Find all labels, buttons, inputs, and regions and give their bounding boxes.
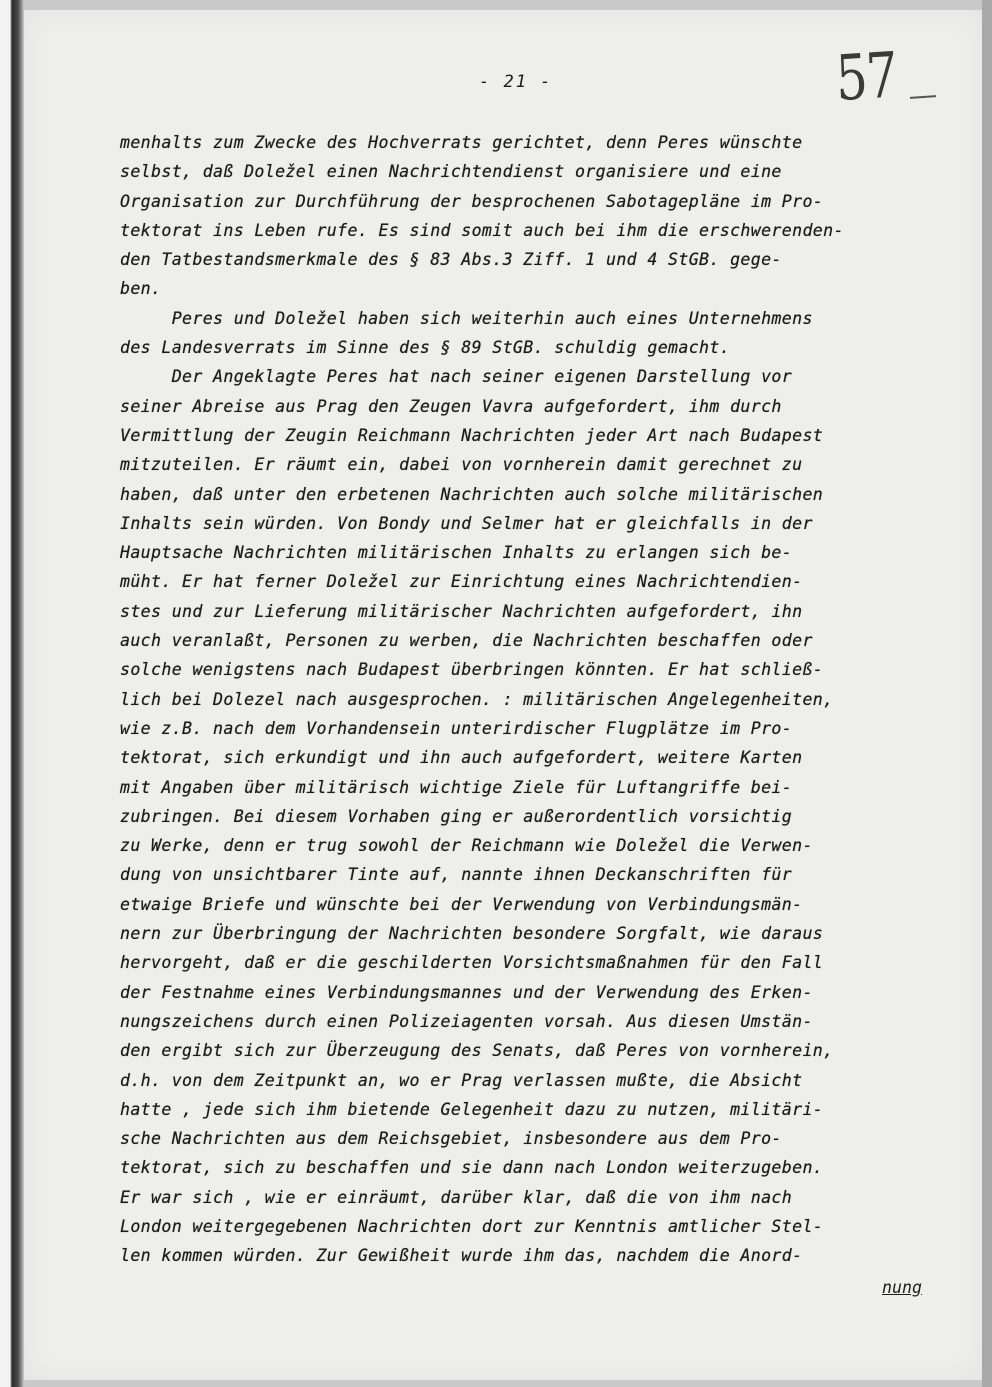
text-line: nern zur Überbringung der Nachrichten besondere Sorgfalt, wie daraus <box>120 924 824 944</box>
text-line: sche Nachrichten aus dem Reichsgebiet, insbesondere aus dem Pro- <box>120 1129 782 1149</box>
text-line: des Landesverrats im Sinne des § 89 StGB. schuldig gemacht. <box>120 338 731 358</box>
text-line: stes und zur Lieferung militärischer Nachrichten aufgefordert, ihn <box>120 601 803 621</box>
text-line: den ergibt sich zur Überzeugung des Senats, daß Peres von vornherein, <box>120 1041 834 1061</box>
text-line: tektorat ins Leben rufe. Es sind somit auch bei ihm die erschwerenden- <box>120 220 844 240</box>
document-page <box>24 10 982 1380</box>
text-line: zu Werke, denn er trug sowohl der Reichmann wie Doležel die Verwen- <box>120 836 813 856</box>
text-line: den Tatbestandsmerkmale des § 83 Abs.3 Ziff. 1 und 4 StGB. gege- <box>120 250 782 270</box>
body-text <box>120 128 960 1271</box>
text-line: der Festnahme eines Verbindungsmannes und der Verwendung des Erken- <box>120 982 813 1002</box>
text-line: haben, daß unter den erbetenen Nachrichten auch solche militärischen <box>120 484 824 504</box>
archive-number-dash <box>910 95 936 99</box>
text-line: müht. Er hat ferner Doležel zur Einrichtung eines Nachrichtendien- <box>120 572 803 592</box>
scan-border <box>982 0 992 1387</box>
text-line: Vermittlung der Zeugin Reichmann Nachrichten jeder Art nach Budapest <box>120 425 824 445</box>
text-line: dung von unsichtbarer Tinte auf, nannte ihnen Deckanschriften für <box>120 865 793 885</box>
page-number: - 21 - <box>479 72 553 92</box>
text-line: Inhalts sein würden. Von Bondy und Selmer hat er gleichfalls in der <box>120 513 813 533</box>
text-line: hervorgeht, daß er die geschilderten Vorsichtsmaßnahmen für den Fall <box>120 953 824 973</box>
text-line: Peres und Doležel haben sich weiterhin auch eines Unternehmens <box>120 308 813 328</box>
text-line: etwaige Briefe und wünschte bei der Verwendung von Verbindungsmän- <box>120 894 803 914</box>
text-line: wie z.B. nach dem Vorhandensein unterirdischer Flugplätze im Pro- <box>120 718 793 738</box>
text-line: auch veranlaßt, Personen zu werben, die Nachrichten beschaffen oder <box>120 631 813 651</box>
text-line: Hauptsache Nachrichten militärischen Inhalts zu erlangen sich be- <box>120 543 793 563</box>
text-line: mitzuteilen. Er räumt ein, dabei von vornherein damit gerechnet zu <box>120 455 803 475</box>
text-line: zubringen. Bei diesem Vorhaben ging er außerordentlich vorsichtig <box>120 806 793 826</box>
archive-number-handwritten: 57 <box>834 38 898 116</box>
text-line: London weitergegebenen Nachrichten dort zur Kenntnis amtlicher Stel- <box>120 1216 824 1236</box>
text-line: tektorat, sich zu beschaffen und sie dann nach London weiterzugeben. <box>120 1158 824 1178</box>
text-line: mit Angaben über militärisch wichtige Ziele für Luftangriffe bei- <box>120 777 793 797</box>
text-line: tektorat, sich erkundigt und ihn auch aufgefordert, weitere Karten <box>120 748 803 768</box>
text-line: nungszeichens durch einen Polizeiagenten vorsah. Aus diesen Umstän- <box>120 1011 813 1031</box>
text-line: d.h. von dem Zeitpunkt an, wo er Prag verlassen mußte, die Absicht <box>120 1070 803 1090</box>
binding-edge <box>0 0 24 1387</box>
text-line: Er war sich , wie er einräumt, darüber klar, daß die von ihm nach <box>120 1187 793 1207</box>
text-line: hatte , jede sich ihm bietende Gelegenheit dazu zu nutzen, militäri- <box>120 1099 824 1119</box>
text-line: menhalts zum Zwecke des Hochverrats gerichtet, denn Peres wünschte <box>120 133 803 152</box>
text-line: solche wenigstens nach Budapest überbringen könnten. Er hat schließ- <box>120 660 824 680</box>
text-line: Der Angeklagte Peres hat nach seiner eigenen Darstellung vor <box>120 367 793 387</box>
text-line: lich bei Dolezel nach ausgesprochen. : militärischen Angelegenheiten, <box>120 689 834 709</box>
text-line: ben. <box>120 279 162 299</box>
catchword: nung <box>882 1278 922 1297</box>
text-line: Organisation zur Durchführung der besprochenen Sabotagepläne im Pro- <box>120 191 824 211</box>
text-line: seiner Abreise aus Prag den Zeugen Vavra aufgefordert, ihm durch <box>120 396 782 416</box>
text-line: selbst, daß Doležel einen Nachrichtendienst organisiere und eine <box>120 162 782 182</box>
text-line: len kommen würden. Zur Gewißheit wurde ihm das, nachdem die Anord- <box>120 1246 803 1266</box>
